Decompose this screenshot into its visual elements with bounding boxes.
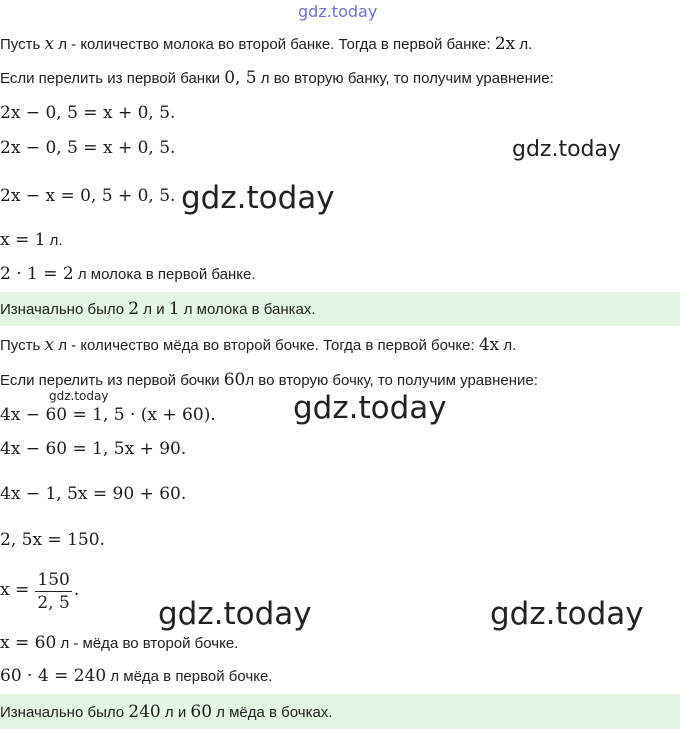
p2-answer-text-c: л и [160, 704, 191, 721]
p2-intro-line [0, 335, 516, 356]
p1-condition-line [0, 68, 554, 89]
p1-intro-text-a: Пусть [0, 36, 45, 53]
p1-eq5-text: л молока в первой банке. [73, 266, 256, 283]
p2-cond-text-a: Если перелить из первой бочки [0, 372, 224, 389]
p2-eq5-denominator: 2, 5 [37, 592, 70, 613]
p2-eq7-math: 60 · 4 = 240 [0, 666, 107, 686]
p1-equation-3: 2x − x = 0, 5 + 0, 5. [0, 186, 176, 206]
p2-eq5-period: . [73, 580, 80, 600]
p2-answer-line [0, 702, 332, 723]
p1-answer-value-b: 2 [128, 299, 140, 319]
p1-equation-1: 2x − 0, 5 = x + 0, 5. [0, 103, 176, 123]
p2-eq6-math: x = 60 [0, 633, 57, 653]
p1-equation-5 [0, 264, 256, 285]
p1-cond-text-a: Если перелить из первой банки [0, 70, 225, 87]
p2-var-x: x [44, 335, 55, 355]
p1-equation-2: 2x − 0, 5 = x + 0, 5. [0, 138, 176, 158]
p2-answer-text-e: л мёда в бочках. [212, 704, 333, 721]
p1-answer-value-d: 1 [168, 299, 180, 319]
p2-intro-text-b: л - количество мёда во второй бочке. Тогда в первой бочке: [54, 337, 479, 354]
p2-equation-6 [0, 633, 238, 654]
p2-equation-1: 4x − 60 = 1, 5 · (x + 60). [0, 405, 216, 425]
p2-cond-text-c: л во вторую бочку, то получим уравнение: [245, 372, 538, 389]
watermark-mid-left: gdz.today [181, 180, 335, 216]
watermark-right-upper: gdz.today [512, 137, 622, 162]
p2-var-4x: 4x [478, 335, 500, 355]
p1-eq4-math: x = 1 [0, 230, 46, 250]
p1-intro-line [0, 34, 532, 55]
watermark-top: gdz.today [298, 2, 378, 21]
p2-eq5-lhs: x = [0, 580, 30, 600]
p2-equation-3: 4x − 1, 5x = 90 + 60. [0, 484, 187, 504]
p2-eq5-numerator: 150 [37, 569, 70, 590]
p2-cond-value: 60 [223, 370, 246, 390]
p1-eq5-math: 2 · 1 = 2 [0, 264, 74, 284]
p2-answer-value-d: 60 [190, 702, 213, 722]
p1-cond-text-c: л во вторую банку, то получим уравнение: [256, 70, 554, 87]
p2-equation-2: 4x − 60 = 1, 5x + 90. [0, 439, 187, 459]
p1-var-x: x [44, 34, 55, 54]
p2-eq7-text: л мёда в первой бочке. [106, 668, 273, 685]
p2-intro-text-a: Пусть [0, 337, 45, 354]
p2-equation-4: 2, 5x = 150. [0, 530, 105, 550]
watermark-mid-center: gdz.today [293, 390, 447, 426]
p1-answer-text-c: л и [139, 301, 169, 318]
p2-intro-text-d: л. [499, 337, 517, 354]
watermark-lower-right: gdz.today [490, 596, 644, 632]
p1-intro-text-b: л - количество молока во второй банке. Тогда в первой банке: [54, 36, 495, 53]
p1-var-2x: 2x [494, 34, 516, 54]
p1-intro-text-d: л. [515, 36, 533, 53]
p2-condition-line [0, 370, 538, 391]
p2-answer-value-b: 240 [128, 702, 161, 722]
p1-answer-line [0, 299, 316, 320]
p2-eq6-text: л - мёда во второй бочке. [56, 635, 239, 652]
p2-eq5-fraction [35, 569, 71, 614]
p2-answer-text-a: Изначально было [0, 704, 129, 721]
p1-equation-4 [0, 230, 63, 251]
p1-eq4-text: л. [45, 232, 63, 249]
p2-equation-7 [0, 666, 272, 687]
watermark-lower-left: gdz.today [158, 596, 312, 632]
p1-answer-text-e: л молока в банках. [179, 301, 316, 318]
p1-answer-text-a: Изначально было [0, 301, 129, 318]
p2-equation-5 [0, 566, 79, 614]
p1-cond-value: 0, 5 [224, 68, 257, 88]
watermark-small: gdz.today [49, 389, 109, 403]
